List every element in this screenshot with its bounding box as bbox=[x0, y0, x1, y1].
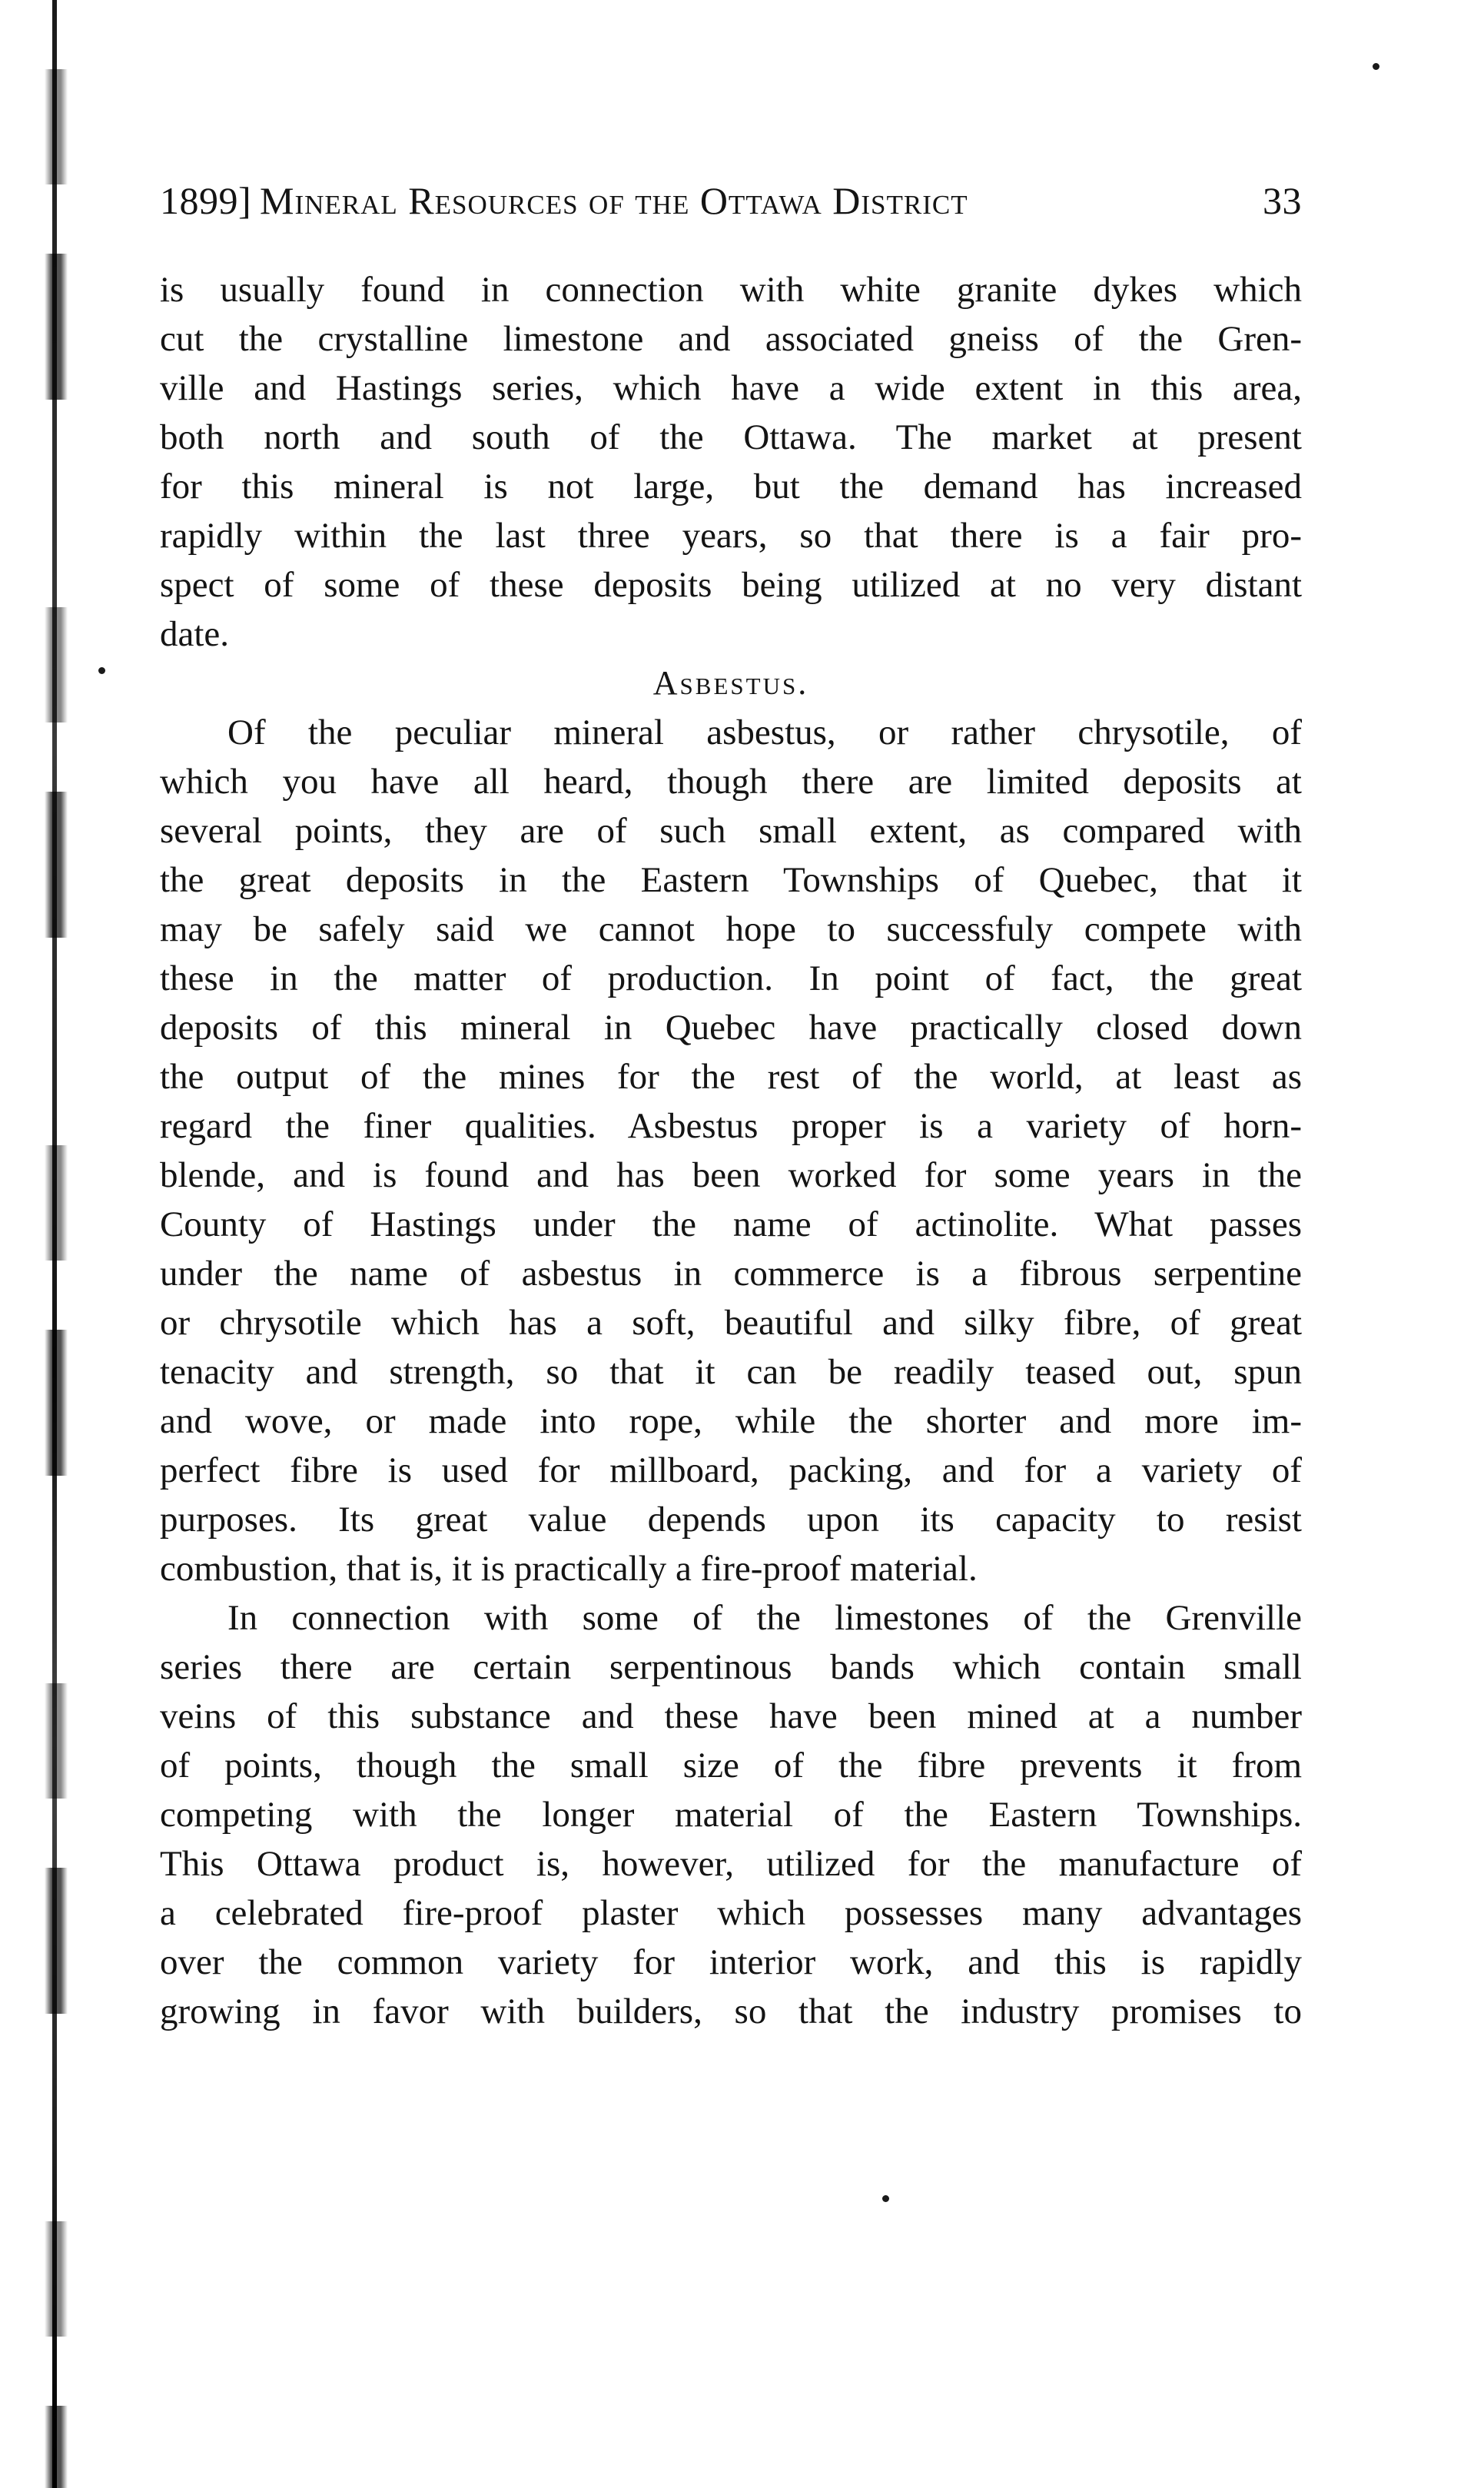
text-line: the great deposits in the Eastern Townships of Quebec, that it bbox=[160, 860, 1302, 900]
text-line: these in the matter of production. In point of fact, the great bbox=[160, 958, 1302, 998]
scan-speck bbox=[1373, 63, 1379, 70]
text-line: both north and south of the Ottawa. The market at present bbox=[160, 417, 1302, 457]
text-line: the output of the mines for the rest of the world, at least as bbox=[160, 1057, 1302, 1097]
text-line: perfect fibre is used for millboard, packing, and for a variety of bbox=[160, 1450, 1302, 1490]
text-line: is usually found in connection with white granite dykes which bbox=[160, 270, 1302, 310]
scan-speck bbox=[882, 2195, 889, 2202]
text-line: combustion, that is, it is practically a fire-proof material. bbox=[160, 1549, 978, 1589]
text-line: under the name of asbestus in commerce is a fibrous serpentine bbox=[160, 1254, 1302, 1294]
running-title: Mineral Resources of the Ottawa District bbox=[260, 179, 968, 222]
text-line: or chrysotile which has a soft, beautiful and silky fibre, of great bbox=[160, 1303, 1302, 1343]
section-heading: Asbestus. bbox=[652, 664, 809, 702]
text-line: County of Hastings under the name of actinolite. What passes bbox=[160, 1204, 1302, 1244]
text-line: and wove, or made into rope, while the shorter and more im- bbox=[160, 1401, 1302, 1441]
text-line: competing with the longer material of the Eastern Townships. bbox=[160, 1795, 1302, 1835]
text-line: tenacity and strength, so that it can be readily teased out, spun bbox=[160, 1352, 1302, 1392]
text-line: Of the peculiar mineral asbestus, or rather chrysotile, of bbox=[227, 713, 1302, 752]
page-binding-shadow bbox=[45, 0, 68, 2488]
text-line: In connection with some of the limestones of the Grenville bbox=[227, 1598, 1302, 1638]
text-line: This Ottawa product is, however, utilized for the manufacture of bbox=[160, 1844, 1302, 1884]
text-line: regard the finer qualities. Asbestus proper is a variety of horn- bbox=[160, 1106, 1302, 1146]
text-line: purposes. Its great value depends upon its capacity to resist bbox=[160, 1500, 1302, 1540]
text-line: a celebrated fire-proof plaster which possesses many advantages bbox=[160, 1893, 1302, 1933]
text-line: blende, and is found and has been worked for some years in the bbox=[160, 1155, 1302, 1195]
text-line: date. bbox=[160, 614, 230, 654]
text-line: growing in favor with builders, so that the industry promises to bbox=[160, 1991, 1302, 2031]
text-line: veins of this substance and these have been mined at a number bbox=[160, 1696, 1302, 1736]
scan-speck bbox=[98, 667, 105, 674]
text-line: rapidly within the last three years, so that there is a fair pro- bbox=[160, 516, 1302, 556]
body-text bbox=[160, 265, 1302, 2036]
text-line: for this mineral is not large, but the demand has increased bbox=[160, 467, 1302, 507]
text-line: which you have all heard, though there are limited deposits at bbox=[160, 762, 1302, 802]
page-number: 33 bbox=[1263, 179, 1302, 222]
text-line: cut the crystalline limestone and associated gneiss of the Gren- bbox=[160, 319, 1302, 359]
text-line: ville and Hastings series, which have a wide extent in this area, bbox=[160, 368, 1302, 408]
text-line: spect of some of these deposits being utilized at no very distant bbox=[160, 565, 1302, 605]
header-year: 1899] bbox=[160, 179, 252, 222]
text-line: of points, though the small size of the fibre prevents it from bbox=[160, 1746, 1302, 1785]
text-line: over the common variety for interior work, and this is rapidly bbox=[160, 1942, 1302, 1982]
text-line: series there are certain serpentinous bands which contain small bbox=[160, 1647, 1302, 1687]
running-header bbox=[160, 178, 1302, 232]
text-line: deposits of this mineral in Quebec have practically closed down bbox=[160, 1008, 1302, 1048]
text-line: may be safely said we cannot hope to successfuly compete with bbox=[160, 909, 1302, 949]
text-line: several points, they are of such small extent, as compared with bbox=[160, 811, 1302, 851]
